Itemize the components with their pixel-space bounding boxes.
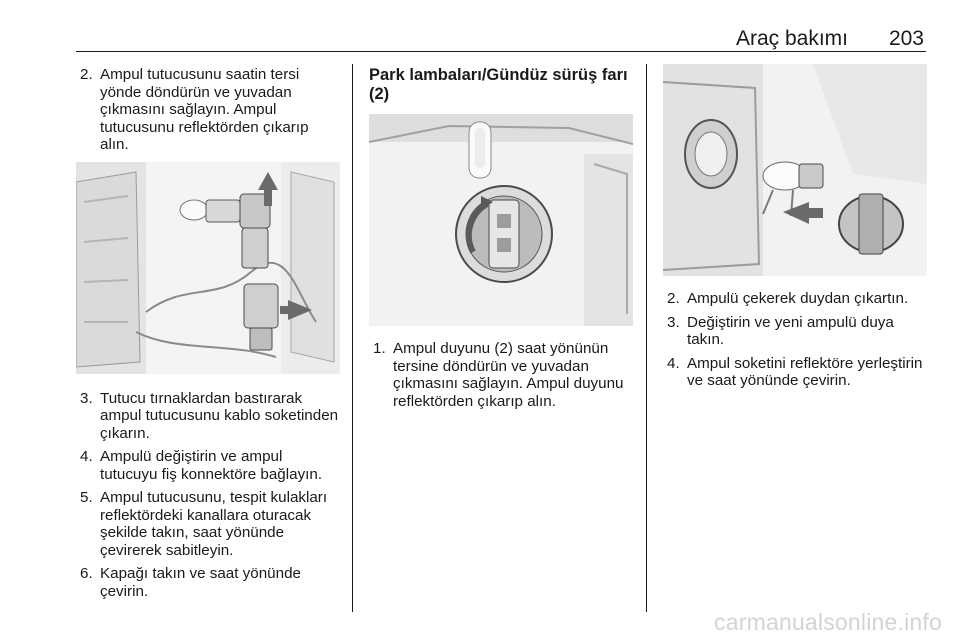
watermark: carmanualsonline.info [714,609,942,635]
chapter-title: Araç bakımı [735,27,848,50]
step-number: 4. [80,448,93,465]
step-text: Ampul tutucusunu saatin tersi yönde döndürün ve yuvadan çıkmasını sağlayın. Ampul tutucusunu reflektörden çıkarıp alın. [100,66,309,153]
column-divider [352,64,353,612]
column-3 [663,64,927,396]
step-number: 5. [80,489,93,506]
step-item [369,340,633,410]
step-number: 1. [373,340,386,357]
step-item [76,390,340,443]
section-title: Park lambaları/Gündüz sürüş farı (2) [369,66,628,103]
step-text: Ampulü değiştirin ve ampul tutucuyu fiş konnektöre bağlayın. [100,448,323,483]
bulb-holder-illustration [76,162,340,374]
step-number: 3. [80,389,93,407]
step-list [369,340,633,410]
step-number: 6. [80,565,93,582]
step-item [76,66,340,154]
column-divider [646,64,647,612]
step-item [663,355,927,390]
step-item [76,489,340,559]
step-item [76,448,340,483]
step-text: Kapağı takın ve saat yönünde çevirin. [100,565,301,600]
park-light-socket-illustration [369,114,633,326]
step-text: Ampul soketini reflektöre yerleştirin ve saat yönünde çevirin. [687,354,923,389]
bulb-removal-illustration [663,64,927,276]
step-text: Tutucu tırnaklardan bastırarak ampul tutucusunu kablo soketinden çıkarın. [100,389,339,442]
step-number: 2. [80,66,93,83]
step-list [76,66,340,154]
step-item [76,565,340,600]
step-text: Ampulü çekerek duydan çıkartın. [687,290,909,307]
column-2 [369,66,633,416]
step-text: Ampul duyunu (2) saat yönünün tersine döndürün ve yuvadan çıkmasını sağlayın. Ampul duyunu reflektörden çıkarıp alın. [393,340,624,410]
step-list [76,390,340,601]
page-header [76,27,926,52]
step-number: 3. [667,313,680,331]
step-number: 4. [667,354,680,372]
step-item [663,314,927,349]
step-text: Değiştirin ve yeni ampulü duya takın. [687,313,894,348]
step-list [663,290,927,390]
step-text: Ampul tutucusunu, tespit kulakları reflektördeki kanallara oturacak şekilde takın, saat yönünde çevirerek sabitleyin. [100,489,328,559]
page-number: 203 [888,27,924,50]
column-1 [76,66,340,606]
step-number: 2. [667,290,680,307]
step-item [663,290,927,308]
